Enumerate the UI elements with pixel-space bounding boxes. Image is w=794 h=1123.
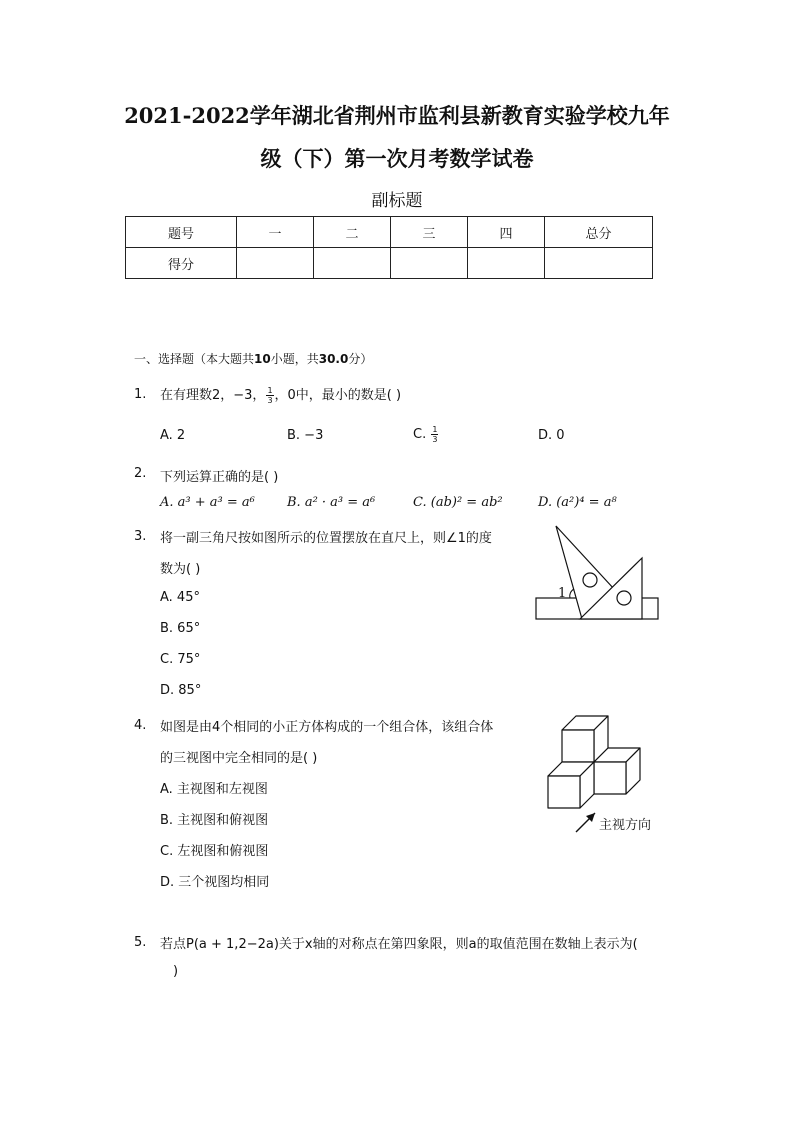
score-cell (468, 248, 545, 279)
question-stem-line1: 将一副三角尺按如图所示的位置摆放在直尺上，则∠1的度 (160, 531, 492, 546)
cube-front-face (548, 776, 580, 808)
fraction: $\frac{1}{3}$ (267, 386, 273, 405)
score-cell (391, 248, 468, 279)
cube-stack-figure (540, 706, 675, 841)
triangle-ruler-figure (530, 520, 665, 625)
exam-title-line2: 级（下）第一次月考数学试卷 (260, 146, 534, 171)
view-direction-label: 主视方向 (599, 818, 652, 833)
score-cell (237, 248, 314, 279)
question-stem-line1: 若点P(a + 1,2−2a)关于x轴的对称点在第四象限，则a的取值范围在数轴上表示为( (160, 937, 638, 952)
cube-front-face (562, 730, 594, 762)
score-header-cell: 题号 (126, 217, 237, 248)
question-number: 3. (134, 529, 147, 544)
question-stem: 在有理数2，−3， $\frac{1}{3}$ ，0中，最小的数是( ) (160, 386, 402, 405)
cube-front-face (594, 762, 626, 794)
option-a: A. 2 (160, 428, 186, 443)
option-a: A. a³ + a³ = a⁶ (160, 495, 255, 510)
score-header-cell: 三 (391, 217, 468, 248)
score-table-header-row (126, 217, 653, 248)
score-header-cell: 四 (468, 217, 545, 248)
question-number: 4. (134, 718, 147, 733)
score-header-cell: 二 (314, 217, 391, 248)
option-c: C. 75° (160, 652, 201, 667)
exam-subtitle: 副标题 (371, 191, 423, 211)
option-d: D. (a²)⁴ = a⁸ (538, 495, 617, 510)
option-b: B. a² · a³ = a⁶ (287, 495, 376, 510)
score-table-row (126, 248, 653, 279)
question-number: 1. (134, 387, 147, 402)
score-cell (545, 248, 653, 279)
option-d: D. 0 (538, 428, 565, 443)
option-c: C. 左视图和俯视图 (160, 844, 269, 859)
score-table (125, 216, 653, 279)
angle-arc (570, 589, 574, 598)
question-stem-line1: 如图是由4个相同的小正方体构成的一个组合体，该组合体 (160, 720, 494, 735)
question-stem: 下列运算正确的是( ) (160, 470, 279, 485)
question-stem-line2: 数为( ) (160, 562, 201, 577)
exam-title-line1: 2021-2022学年湖北省荆州市监利县新教育实验学校九年 (124, 103, 670, 128)
score-header-cell: 一 (237, 217, 314, 248)
section-heading: 一、选择题（本大题共10小题，共30.0分） (134, 352, 373, 366)
option-b: B. −3 (287, 428, 324, 443)
question-stem-line2: 的三视图中完全相同的是( ) (160, 751, 318, 766)
option-a: A. 45° (160, 590, 200, 605)
option-d: D. 三个视图均相同 (160, 875, 270, 890)
option-b: B. 主视图和俯视图 (160, 813, 269, 828)
angle-label: 1 (558, 586, 567, 601)
option-b: B. 65° (160, 621, 201, 636)
option-c: C. $\frac{1}{3}$ (413, 425, 438, 444)
option-c: C. (ab)² = ab² (413, 495, 503, 510)
score-cell: 得分 (126, 248, 237, 279)
question-number: 2. (134, 466, 147, 481)
option-d: D. 85° (160, 683, 202, 698)
score-cell (314, 248, 391, 279)
option-a: A. 主视图和左视图 (160, 782, 268, 797)
fraction: $\frac{1}{3}$ (432, 425, 438, 444)
score-header-cell: 总分 (545, 217, 653, 248)
question-stem-line2: ) (173, 964, 179, 979)
question-number: 5. (134, 935, 147, 950)
